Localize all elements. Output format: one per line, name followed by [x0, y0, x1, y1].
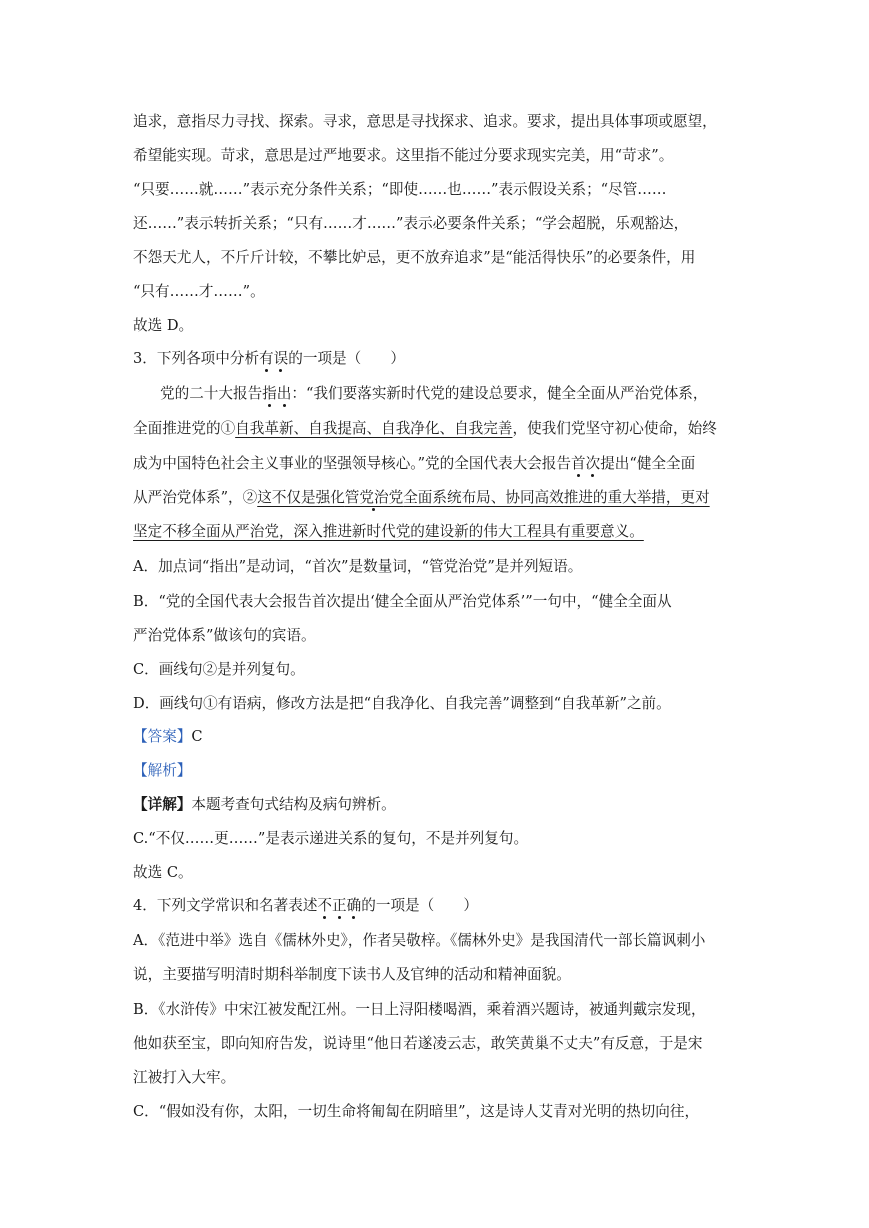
q2-explanation-line: 不怨天尤人，不斤斤计较，不攀比妒忌，更不放弃追求”是“能活得快乐”的必要条件，用: [133, 249, 696, 266]
q2-explanation-line: “只要……就……”表示充分条件关系；“即使……也……”表示假设关系；“尽管……: [133, 181, 667, 198]
q2-explanation-line: “只有……才……”。: [133, 283, 265, 300]
q3-passage-line: [133, 419, 717, 439]
q3-option-c: C．画线句②是并列复句。: [133, 661, 305, 678]
q3-option-b: 严治党体系”做该句的宾语。: [133, 627, 316, 644]
emphasis-dot-char: 确: [346, 897, 362, 914]
q4-option-b: B．《水浒传》中宋江被发配江州。一日上浔阳楼喝酒，乘着酒兴题诗，被通判戴宗发现，: [133, 1001, 706, 1018]
detail-label: 【详解】: [133, 796, 192, 813]
dotted-underlined-phrase: 管党治党: [344, 489, 404, 506]
emphasis-dot-char: 首: [570, 455, 586, 472]
q2-explanation-line: 还……”表示转折关系；“只有……才……”表示必要条件关系；“学会超脱，乐观豁达，: [133, 215, 689, 232]
q3-stem: [133, 349, 405, 369]
passage-text: 成为中国特色社会主义事业的坚强领导核心。”党的全国代表大会报告: [133, 455, 571, 472]
emphasis-dot-char: 正: [332, 897, 347, 914]
answer-value: C: [191, 728, 203, 745]
emphasis-dot-char: 指: [262, 385, 277, 402]
q4-option-a: 说，主要描写明清时期科举制度下读书人及官绅的活动和精神面貌。: [133, 966, 571, 983]
q3-detail-c: C.“不仅……更……”是表示递进关系的复句，不是并列复句。: [133, 830, 529, 847]
q3-stem-text: 的一项是（ ）: [288, 350, 406, 367]
q3-passage-line: [133, 488, 710, 508]
passage-text: ，使我们党坚守初心使命，始终: [512, 420, 717, 437]
passage-text: 从严治党体系”，②: [133, 489, 258, 506]
passage-text: 党的二十大报告: [160, 385, 263, 402]
q3-passage-line: [160, 384, 707, 404]
q3-stem-text: 3．下列各项中分析: [133, 350, 260, 367]
emphasis-dot-char: 误: [273, 350, 289, 367]
q3-option-b: B．“党的全国代表大会报告首次提出‘健全全面从严治党体系’”一句中，“健全全面从: [133, 593, 672, 610]
passage-text: 全面推进党的①: [133, 420, 236, 437]
underlined-sentence-2: 这不仅是强化: [257, 489, 345, 506]
emphasis-dot-char: 不: [317, 897, 333, 914]
q3-passage-line: [133, 522, 644, 542]
q3-option-a: A．加点词“指出”是动词，“首次”是数量词，“管党治党”是并列短语。: [133, 558, 583, 575]
underlined-sentence-1: 自我革新、自我提高、自我净化、自我完善: [235, 420, 513, 437]
emphasis-dot-char: 出: [276, 385, 292, 402]
q3-conclusion: 故选 C。: [133, 864, 193, 881]
underlined-sentence-2: 坚定不移全面从严治党，深入推进新时代党的建设新的伟大工程具有重要意义。: [133, 523, 644, 540]
q2-conclusion: 故选 D。: [133, 317, 194, 334]
q2-explanation-line: 希望能实现。苛求，意思是过严地要求。这里指不能过分要求现实完美，用“苛求”。: [133, 147, 674, 164]
q4-option-b: 江被打入大牢。: [133, 1069, 236, 1086]
q4-option-a: A．《范进中举》选自《儒林外史》，作者吴敬梓。《儒林外史》是我国清代一部长篇讽刺小: [133, 932, 706, 949]
q4-stem: [133, 896, 478, 916]
q4-option-c: C．“假如没有你，太阳，一切生命将匍匐在阴暗里”，这是诗人艾青对光明的热切向往，: [133, 1103, 700, 1120]
detail-text: 本题考查句式结构及病句辨析。: [191, 796, 396, 813]
underlined-sentence-2: 全面系统布局、协同高效推进的重大举措，更对: [403, 489, 710, 506]
q3-passage-line: [133, 454, 695, 474]
answer-label: 【答案】: [133, 728, 192, 745]
q2-explanation-line: 追求，意指尽力寻找、探索。寻求，意思是寻找探求、追求。要求，提出具体事项或愿望，: [133, 113, 717, 130]
passage-text: 提出“健全全面: [600, 455, 696, 472]
passage-text: ：“我们要落实新时代党的建设总要求，健全全面从严治党体系，: [291, 385, 708, 402]
analysis-label: 【解析】: [133, 762, 192, 779]
q4-stem-text: 4．下列文学常识和名著表述: [133, 897, 318, 914]
q3-answer: [133, 727, 203, 747]
emphasis-dot-char: 次: [585, 455, 601, 472]
emphasis-dot-char: 有: [259, 350, 274, 367]
q4-stem-text: 的一项是（ ）: [361, 897, 479, 914]
q3-option-d: D．画线句①有语病，修改方法是把“自我净化、自我完善”调整到“自我革新”之前。: [133, 695, 671, 712]
q4-option-b: 他如获至宝，即向知府告发，说诗里“他日若遂凌云志，敢笑黄巢不丈夫”有反意，于是宋: [133, 1035, 703, 1052]
q3-detail: [133, 795, 396, 815]
